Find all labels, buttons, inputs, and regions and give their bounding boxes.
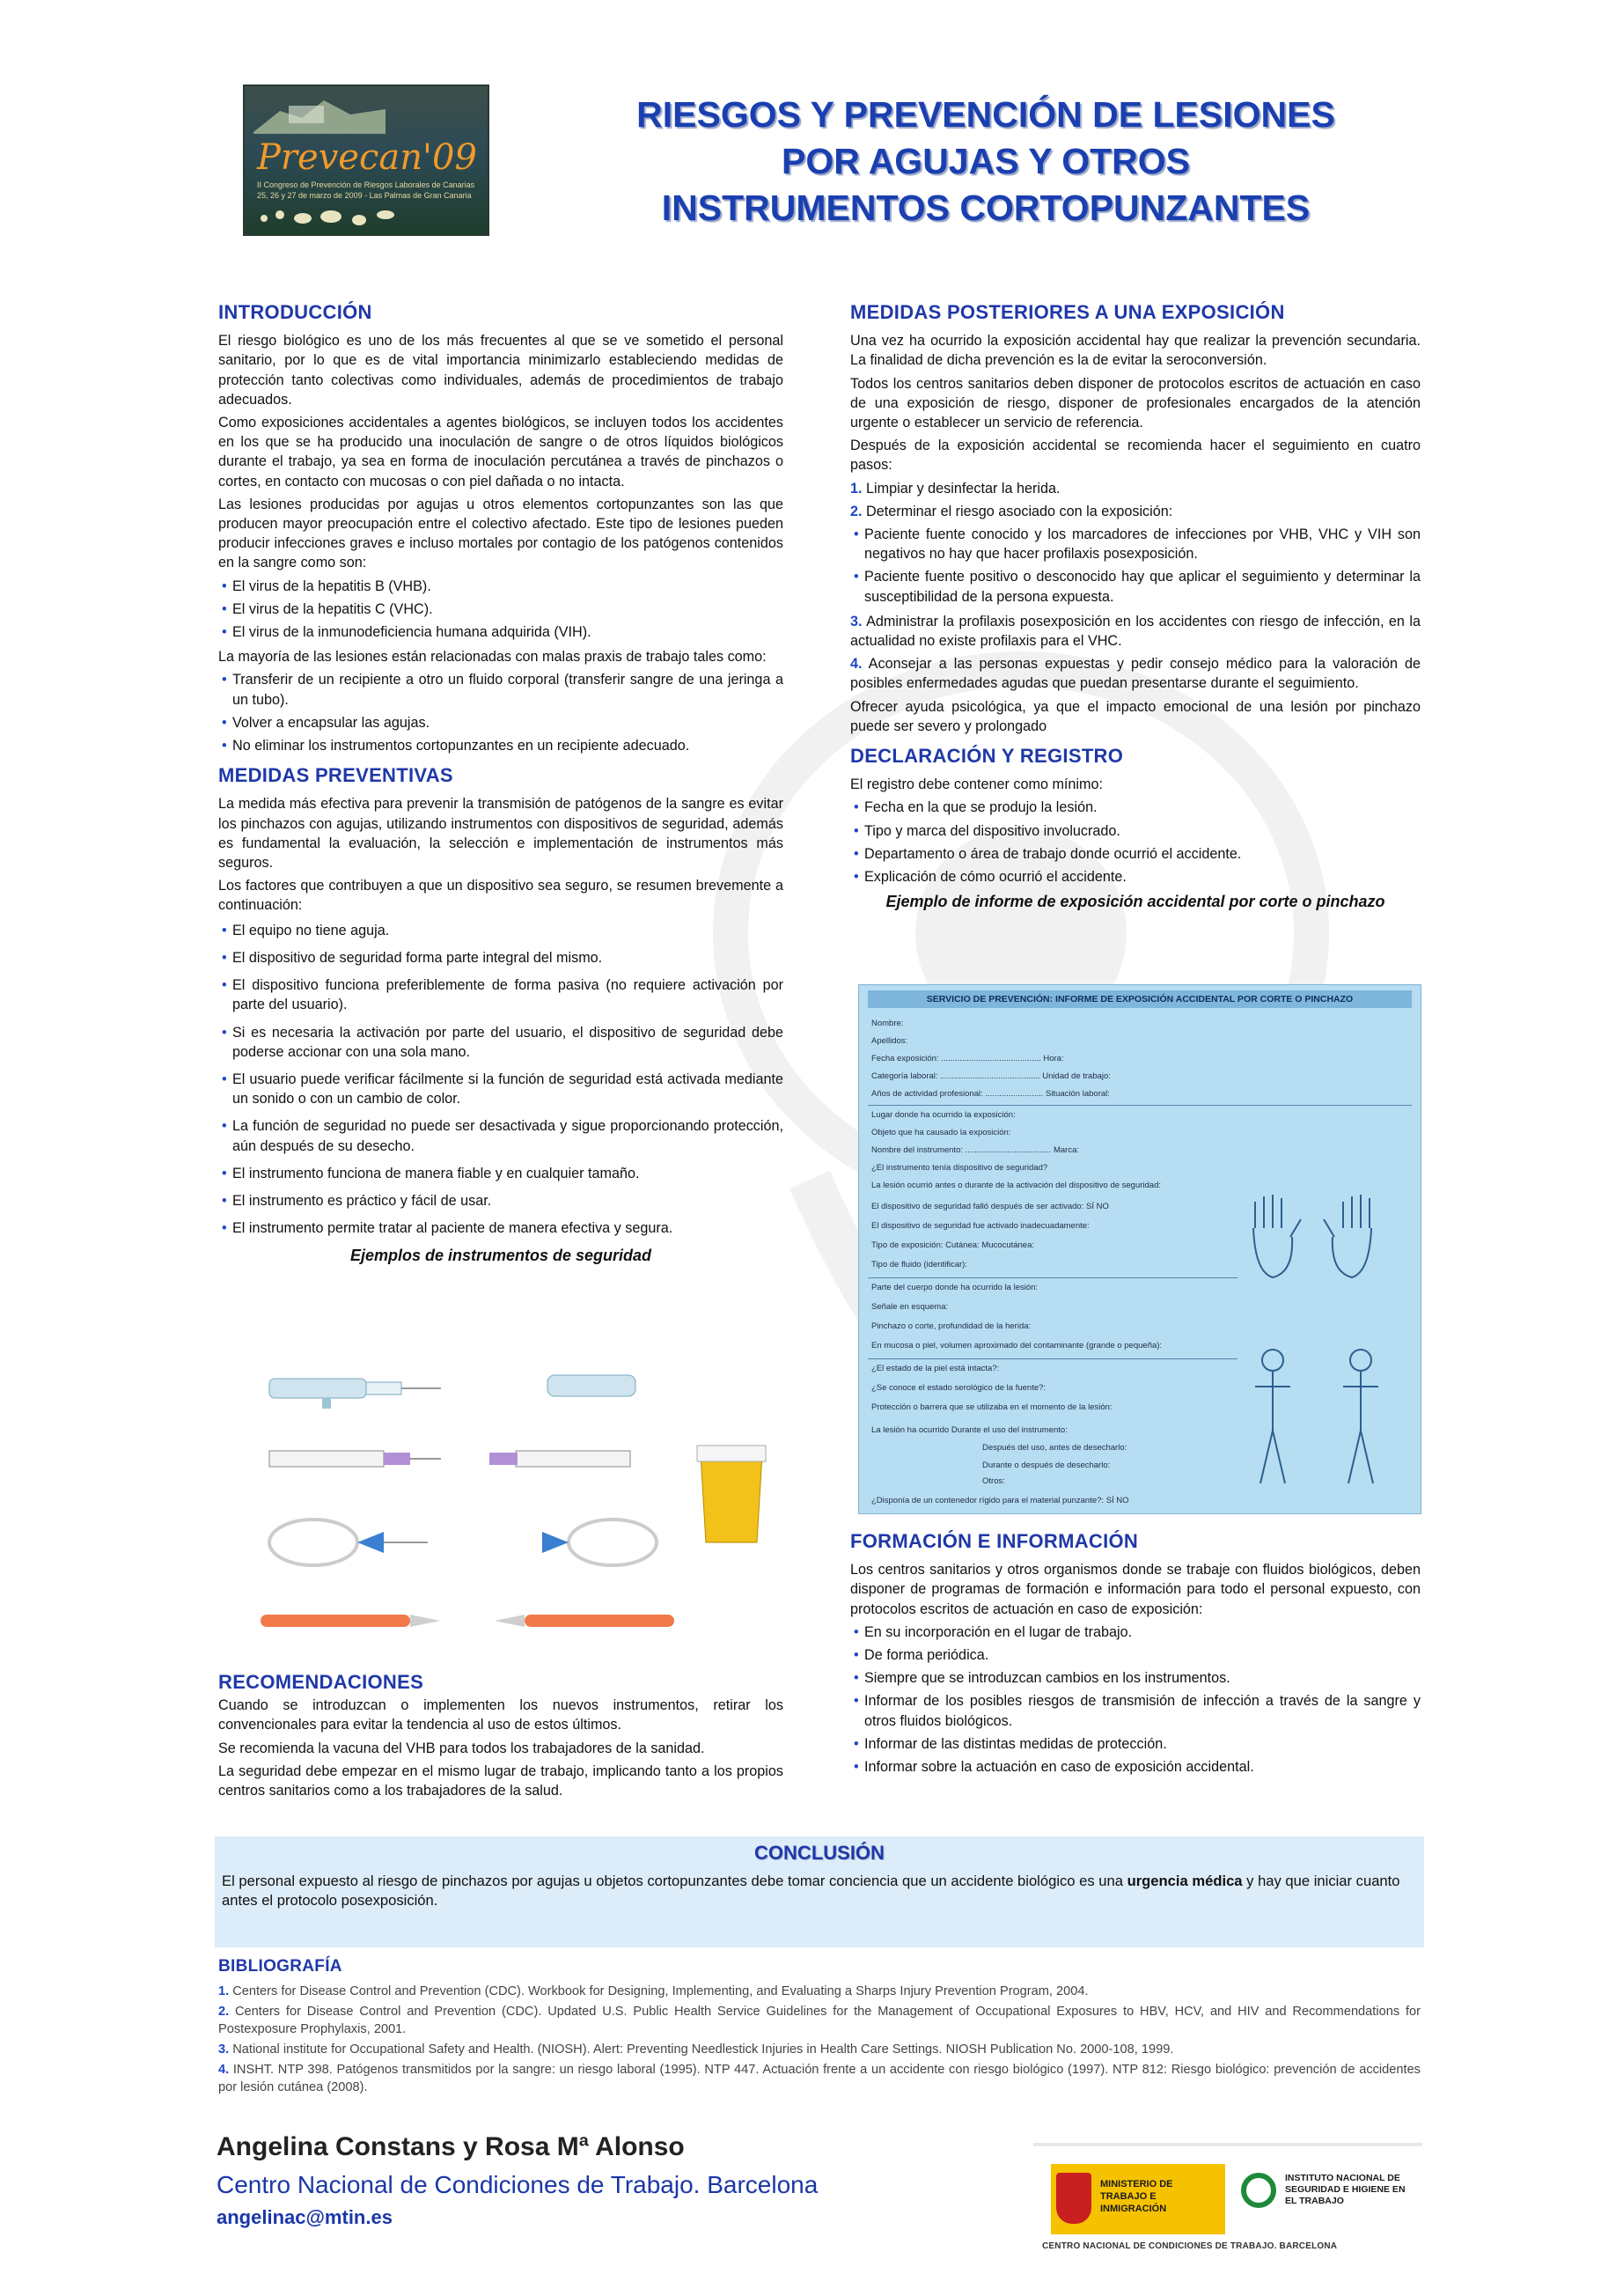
safety-devices-image	[234, 1349, 797, 1657]
list-item: • Paciente fuente conocido y los marcadores de infecciones por VHB, VHC y VIH son negativos no hay que hacer profilaxis posexposición.	[850, 525, 1421, 563]
intro-heading: INTRODUCCIÓN	[218, 301, 372, 323]
form-row: Después del uso, antes de desecharlo:	[982, 1443, 1127, 1453]
list-item: • Volver a encapsular las agujas.	[218, 713, 783, 732]
form-row: Otros:	[982, 1476, 1005, 1486]
authors: Angelina Constans y Rosa Mª Alonso	[217, 2132, 685, 2161]
list-item: • De forma periódica.	[850, 1645, 1421, 1665]
form-caption: Ejemplo de informe de exposición accidental por corte o pinchazo	[885, 893, 1385, 911]
form-row: Nombre del instrumento: ..................................... Marca:	[871, 1145, 1079, 1155]
reference: 4. INSHT. NTP 398. Patógenos transmitidos por la sangre: un riesgo laboral (1995). NTP 447. Actuación frente a un accidente con riesgo biológico (1997). NTP 812: Riesgo biológico: prevención de accidentes por lesión cutánea (2008).	[218, 2063, 1421, 2094]
posteriores-p4: Ofrecer ayuda psicológica, ya que el impacto emocional de una lesión por pinchazo puede ser severo y prolongado	[850, 698, 1421, 734]
list-item: • El instrumento es práctico y fácil de usar.	[218, 1191, 783, 1211]
declaracion-p1: El registro debe contener como mínimo:	[850, 776, 1104, 793]
recomendaciones-section	[218, 1673, 783, 1804]
preventivas-p2: Los factores que contribuyen a que un dispositivo sea seguro, se resumen brevemente a continuación:	[218, 878, 783, 914]
email-link[interactable]: angelinac@mtin.es	[217, 2206, 393, 2228]
form-row: ¿El estado de la piel está intacta?:	[871, 1364, 1000, 1373]
form-row: Durante o después de desecharlo:	[982, 1461, 1111, 1470]
canary-islands-icon	[257, 204, 415, 229]
form-row: ¿El instrumento tenía dispositivo de seguridad?	[871, 1163, 1048, 1173]
form-row: Tipo de fluido (identificar):	[871, 1260, 967, 1269]
sharps-container-icon	[683, 1437, 780, 1551]
recomendaciones-heading: RECOMENDACIONES	[218, 1671, 424, 1693]
list-item: • Explicación de cómo ocurrió el accidente.	[850, 867, 1421, 887]
form-header: SERVICIO DE PREVENCIÓN: INFORME DE EXPOSICIÓN ACCIDENTAL POR CORTE O PINCHAZO	[868, 990, 1412, 1008]
island-building-icon	[253, 93, 386, 134]
logo-brand: Prevecan'09	[257, 137, 477, 178]
ministerio-logo: MINISTERIO DE TRABAJO E INMIGRACIÓN	[1051, 2164, 1225, 2234]
form-row: En mucosa o piel, volumen aproximado del contaminante (grande o pequeña):	[871, 1341, 1163, 1350]
intro-p3: Las lesiones producidas por agujas u otros elementos cortopunzantes son las que producen mayor preocupación entre el colectivo afectado. Este tipo de lesiones pueden producir infecciones graves e incluso mortales por contagio de los patógenos contenidos en la sangre como son:	[218, 496, 783, 571]
form-row: ¿Disponía de un contenedor rígido para el material punzante?: SÍ NO	[871, 1496, 1129, 1505]
formacion-heading: FORMACIÓN E INFORMACIÓN	[850, 1530, 1139, 1552]
posteriores-p3: Después de la exposición accidental se recomienda hacer el seguimiento en cuatro pasos:	[850, 438, 1421, 474]
list-item: • Departamento o área de trabajo donde ocurrió el accidente.	[850, 844, 1421, 864]
list-item: • El virus de la hepatitis B (VHB).	[218, 577, 783, 596]
form-row: El dispositivo de seguridad fue activado inadecuadamente:	[871, 1221, 1090, 1231]
conclusion-text: El personal expuesto al riesgo de pinchazos por agujas u objetos cortopunzantes debe tomar conciencia que un accidente biológico es una urgencia médica y hay que iniciar cuanto antes el protocolo posexposición.	[222, 1873, 1400, 1909]
right-column	[850, 303, 1421, 911]
reference: 1. Centers for Disease Control and Prevention (CDC). Workbook for Designing, Implementing, and Evaluating a Sharps Injury Prevention Program, 2004.	[218, 1984, 1089, 1998]
declaracion-heading: DECLARACIÓN Y REGISTRO	[850, 745, 1124, 768]
form-row: El dispositivo de seguridad falló después de ser activado: SÍ NO	[871, 1202, 1109, 1211]
posteriores-heading: MEDIDAS POSTERIORES A UNA EXPOSICIÓN	[850, 301, 1285, 323]
conclusion-heading: CONCLUSIÓN	[754, 1842, 885, 1864]
list-item: • El usuario puede verificar fácilmente si la función de seguridad está activada mediante un sonido o con un cambio de color.	[218, 1070, 783, 1108]
formacion-list	[850, 1623, 1421, 1777]
insht-ring-icon	[1241, 2173, 1276, 2208]
list-item: • Informar sobre la actuación en caso de exposición accidental.	[850, 1757, 1421, 1777]
list-item: • No eliminar los instrumentos cortopunzantes en un recipiente adecuado.	[218, 736, 783, 755]
form-row: La lesión ha ocurrido Durante el uso del instrumento:	[871, 1425, 1068, 1435]
list-item: • Fecha en la que se produjo la lesión.	[850, 798, 1421, 817]
form-row: Lugar donde ha ocurrido la exposición:	[871, 1110, 1016, 1120]
recomendaciones-p1: Cuando se introduzcan o implementen los nuevos instrumentos, retirar los convencionales para evitar la tendencia al uso de estos últimos.	[218, 1697, 783, 1733]
logo-subtitle: II Congreso de Prevención de Riesgos Laborales de Canarias 25, 26 y 27 de marzo de 2009 - Las Palmas de Gran Canaria	[257, 180, 475, 200]
prevecan-logo	[243, 85, 489, 236]
formacion-p1: Los centros sanitarios y otros organismos donde se trabaje con fluidos biológicos, deben disponer de programas de formación e información para todo el personal expuesto, con protocolos escritos de actuación en caso de exposición:	[850, 1562, 1421, 1617]
step-2-list	[850, 525, 1421, 607]
form-row: ¿Se conoce el estado serológico de la fuente?:	[871, 1383, 1047, 1393]
posteriores-p2: Todos los centros sanitarios deben disponer de protocolos escritos de actuación en caso de una exposición de riesgo, disponer de profesionales encargados de la atención urgente o establecer un servicio de referencia.	[850, 375, 1421, 431]
recomendaciones-p3: La seguridad debe empezar en el mismo lugar de trabajo, implicando tanto a los propios centros sanitarios como a los trabajadores de la salud.	[218, 1762, 783, 1799]
poster-title: RIESGOS Y PREVENCIÓN DE LESIONES POR AGUJAS Y OTROS INSTRUMENTOS CORTOPUNZANTES	[636, 94, 1335, 228]
registro-list	[850, 798, 1421, 887]
bibliography	[218, 1958, 1421, 2099]
syringe-icon	[481, 1437, 657, 1481]
form-row: Señale en esquema:	[871, 1302, 949, 1312]
form-row: Categoría laboral: ........................................... Unidad de trabajo:	[871, 1071, 1111, 1081]
insht-logo: INSTITUTO NACIONAL DE SEGURIDAD E HIGIENE EN EL TRABAJO	[1237, 2167, 1414, 2229]
butterfly-set-icon	[516, 1507, 665, 1578]
list-item: • Transferir de un recipiente a otro un fluido corporal (transferir sangre de una jeringa a un tubo).	[218, 670, 783, 709]
devices-caption: Ejemplos de instrumentos de seguridad	[349, 1247, 652, 1265]
cnct-label: CENTRO NACIONAL DE CONDICIONES DE TRABAJO. BARCELONA	[1042, 2241, 1338, 2251]
scalpel-icon	[489, 1604, 683, 1636]
coat-of-arms-icon	[1056, 2173, 1091, 2224]
recomendaciones-p2: Se recomienda la vacuna del VHB para todos los trabajadores de la sanidad.	[218, 1740, 705, 1756]
list-item: • Informar de los posibles riesgos de transmisión de infección a través de la sangre y otros fluidos biológicos.	[850, 1691, 1421, 1730]
reference: 3. National institute for Occupational Safety and Health. (NIOSH). Alert: Preventing Needlestick Injuries in Health Care Settings. NIOSH Publication No. 2000-108, 1999.	[218, 2042, 1174, 2057]
safety-factors-list	[218, 921, 783, 1239]
list-item: • El virus de la inmunodeficiencia humana adquirida (VIH).	[218, 622, 783, 642]
form-row: Apellidos:	[871, 1036, 908, 1046]
list-item: • Tipo y marca del dispositivo involucrado.	[850, 821, 1421, 841]
left-column	[218, 303, 783, 1266]
form-row: La lesión ocurrió antes o durante de la activación del dispositivo de seguridad:	[871, 1181, 1162, 1190]
form-row: Tipo de exposición: Cutánea: Mucocutánea:	[871, 1240, 1035, 1250]
needle-shield-icon	[542, 1368, 648, 1403]
intro-p4: La mayoría de las lesiones están relacionadas con malas praxis de trabajo tales como:	[218, 649, 767, 666]
conclusion-box	[215, 1836, 1424, 1947]
list-item: • El dispositivo de seguridad forma parte integral del mismo.	[218, 948, 783, 968]
bibliography-heading: BIBLIOGRAFÍA	[218, 1957, 342, 1976]
body-diagram-icon	[1237, 1193, 1414, 1501]
institution-logos	[1033, 2143, 1422, 2261]
list-item: • En su incorporación en el lugar de trabajo.	[850, 1623, 1421, 1642]
intro-p2: Como exposiciones accidentales a agentes biológicos, se incluyen todos los accidentes en los que se ha producido una inoculación de sangre o de otros líquidos biológicos durante el trabajo, ya sea en forma de inoculación percutánea a través de pinchazos o cortes, en contacto con mucosas o con piel dañada o no intacta.	[218, 415, 783, 489]
virus-list	[218, 577, 783, 643]
form-row: Objeto que ha causado la exposición:	[871, 1128, 1011, 1137]
list-item: • El instrumento funciona de manera fiable y en cualquier tamaño.	[218, 1164, 783, 1183]
safety-syringe-icon	[261, 1437, 445, 1481]
list-item: • El equipo no tiene aguja.	[218, 921, 783, 940]
step-4: 4. Aconsejar a las personas expuestas y pedir consejo médico para la valoración de posibles enfermedades agudas que puedan presentarse durante el seguimiento.	[850, 656, 1421, 692]
list-item: • Si es necesaria la activación por parte del usuario, el dispositivo de seguridad debe poderse accionar con una sola mano.	[218, 1023, 783, 1062]
safety-scalpel-icon	[252, 1604, 445, 1636]
list-item: • La función de seguridad no puede ser desactivada y sigue proporcionando protección, aún después de su desecho.	[218, 1116, 783, 1155]
list-item: • Informar de las distintas medidas de protección.	[850, 1734, 1421, 1754]
reference: 2. Centers for Disease Control and Prevention (CDC). Updated U.S. Public Health Service Guidelines for the Management of Occupational Exposures to HBV, HCV, and HIV and Recommendations for Postexposure Prophylaxis, 2001.	[218, 2005, 1421, 2036]
form-row: Fecha exposición: ........................................... Hora:	[871, 1054, 1064, 1063]
step-1: 1. Limpiar y desinfectar la herida.	[850, 480, 1061, 497]
institution: Centro Nacional de Condiciones de Trabajo. Barcelona	[217, 2171, 819, 2198]
preventivas-p1: La medida más efectiva para prevenir la transmisión de patógenos de la sangre es evitar los pinchazos con agujas, utilizando instrumentos con dispositivos de seguridad, además es fundamental la evaluación, la selección e implementación de instrumentos más seguros.	[218, 796, 783, 872]
list-item: • Paciente fuente positivo o desconocido hay que aplicar el seguimiento y determinar la susceptibilidad de la persona expuesta.	[850, 567, 1421, 606]
form-row: Parte del cuerpo donde ha ocurrido la lesión:	[871, 1283, 1039, 1292]
formacion-section	[850, 1532, 1421, 1782]
form-row: Pinchazo o corte, profundidad de la herida:	[871, 1321, 1032, 1331]
butterfly-needle-icon	[261, 1507, 437, 1578]
step-2: 2. Determinar el riesgo asociado con la exposición:	[850, 503, 1173, 519]
praxis-list	[218, 670, 783, 755]
exposure-report-form	[858, 984, 1421, 1514]
preventivas-heading: MEDIDAS PREVENTIVAS	[218, 764, 453, 787]
form-row: Nombre:	[871, 1019, 904, 1028]
list-item: • El dispositivo funciona preferiblemente de forma pasiva (no requiere activación por parte del usuario).	[218, 975, 783, 1014]
step-3: 3. Administrar la profilaxis posexposición en los accidentes con riesgo de infección, en la actualidad no existe profilaxis para el VHC.	[850, 613, 1421, 650]
list-item: • Siempre que se introduzcan cambios en los instrumentos.	[850, 1668, 1421, 1688]
intro-p1: El riesgo biológico es uno de los más frecuentes al que se ve sometido el personal sanitario, por lo que es de vital importancia minimizarlo estableciendo medidas de protección tanto colectivas como individuales, además de procedimientos de trabajo adecuados.	[218, 333, 783, 408]
list-item: • El instrumento permite tratar al paciente de manera efectiva y segura.	[218, 1218, 783, 1238]
posteriores-p1: Una vez ha ocurrido la exposición accidental hay que realizar la prevención secundaria. La finalidad de dicha prevención es la de evitar la seroconversión.	[850, 333, 1421, 369]
form-row: Protección o barrera que se utilizaba en el momento de la lesión:	[871, 1402, 1113, 1412]
form-row: Años de actividad profesional: ......................... Situación laboral:	[871, 1089, 1110, 1099]
safety-catheter-icon	[261, 1366, 445, 1410]
list-item: • El virus de la hepatitis C (VHC).	[218, 600, 783, 619]
